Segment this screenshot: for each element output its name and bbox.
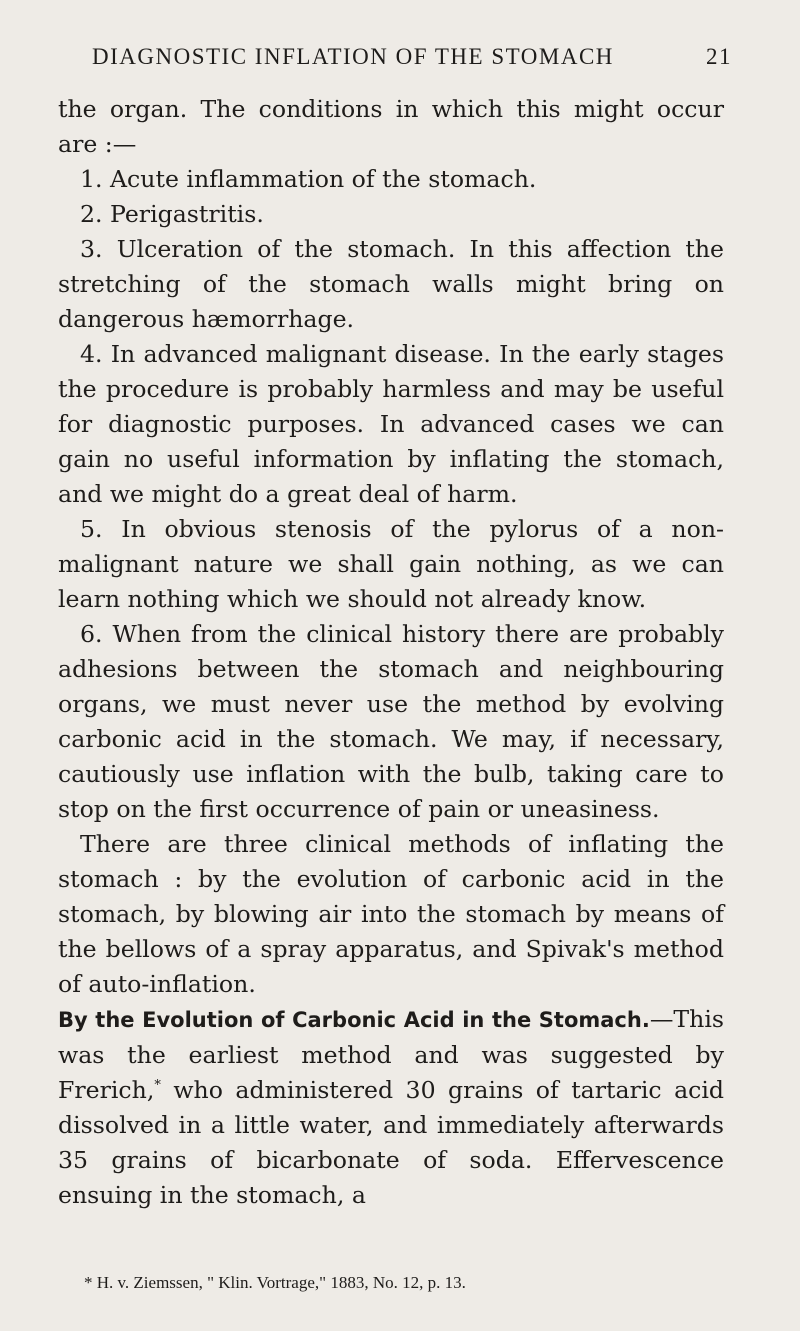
body-text xyxy=(58,92,724,1213)
list-item-4: 4. In advanced malignant disease. In the early stages the procedure is probably harmless and may be useful for diagnostic purposes. In advanced cases we can gain no useful information by inflating the stomach, and we might do a great deal of harm. xyxy=(58,340,724,508)
section-paragraph xyxy=(58,1002,724,1213)
section-heading: By the Evolution of Carbonic Acid in the Stomach. xyxy=(58,1008,650,1032)
footnote-marker: * xyxy=(154,1078,161,1094)
list-item-3: 3. Ulceration of the stomach. In this affection the stretching of the stomach walls might bring on dangerous hæmorrhage. xyxy=(58,235,724,333)
page-number: 21 xyxy=(706,44,732,69)
list-item-2: 2. Perigastritis. xyxy=(80,200,264,228)
list-item-6: 6. When from the clinical history there are probably adhesions between the stomach and neighbouring organs, we must never use the method by evolving carbonic acid in the stomach. We may, if necessary, cautiously use inflation with the bulb, taking care to stop on the first occurrence of pain or uneasiness. xyxy=(58,620,724,823)
list-item-1: 1. Acute inflammation of the stomach. xyxy=(80,165,537,193)
footnote: * H. v. Ziemssen, " Klin. Vortrage," 1883, No. 12, p. 13. xyxy=(84,1273,466,1292)
running-header xyxy=(92,44,732,70)
section-text-b: who administered 30 grains of tartaric acid dissolved in a little water, and immediately afterwards 35 grains of bicarbonate of soda. Effervescence ensuing in the stomach, a xyxy=(58,1076,724,1209)
section-text-a: —This was the earliest method and was suggested by Frerich, xyxy=(58,1005,724,1104)
running-title: DIAGNOSTIC INFLATION OF THE STOMACH xyxy=(92,44,614,69)
list-item-5: 5. In obvious stenosis of the pylorus of a non-malignant nature we shall gain nothing, as we can learn nothing which we should not already know. xyxy=(58,515,724,613)
intro-paragraph: the organ. The conditions in which this might occur are :— xyxy=(58,95,724,158)
methods-paragraph: There are three clinical methods of inflating the stomach : by the evolution of carbonic acid in the stomach, by blowing air into the stomach by means of the bellows of a spray apparatus, and Spivak's method of auto-inflation. xyxy=(58,830,724,998)
